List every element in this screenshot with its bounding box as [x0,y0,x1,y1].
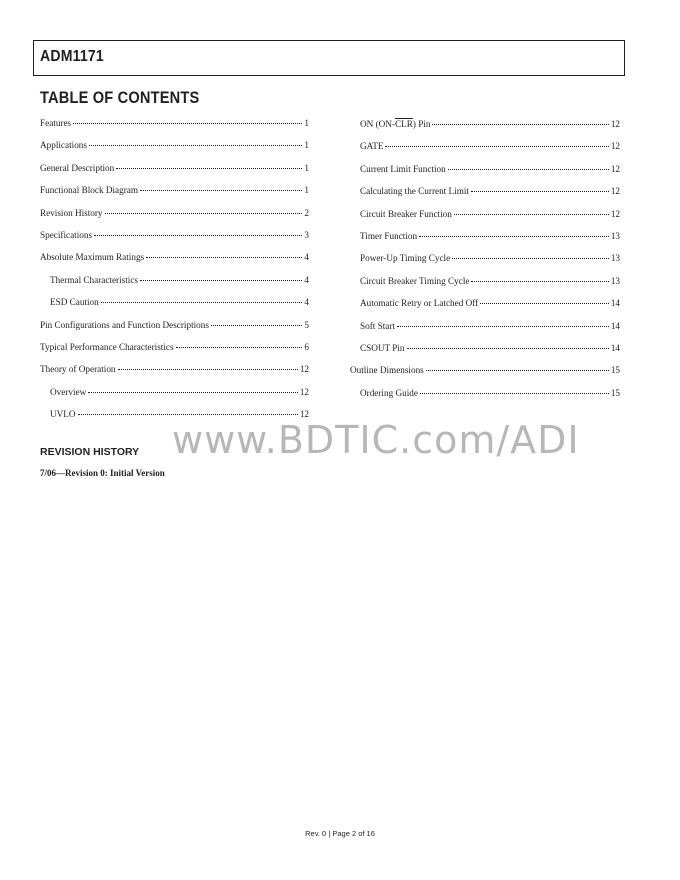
toc-entry[interactable] [360,228,620,240]
toc-entry[interactable] [40,361,309,373]
toc-leader-dots [471,271,608,282]
toc-entry-label: General Description [40,162,115,173]
toc-entry-label: Overview [50,386,87,397]
toc-leader-dots [140,270,302,281]
toc-entry[interactable] [50,384,309,396]
toc-entry[interactable] [40,227,309,239]
toc-leader-dots [88,382,298,393]
toc-entry-page: 12 [610,163,620,174]
toc-entry-page: 6 [304,342,309,352]
toc-leader-dots [94,225,302,236]
toc-entry-page: 13 [610,275,620,286]
toc-leader-dots [419,226,609,237]
toc-leader-dots [105,203,303,214]
toc-entry[interactable] [360,138,620,150]
toc-entry-page: 14 [610,298,620,309]
toc-entry-page: 4 [304,297,309,308]
toc-leader-dots [407,338,609,349]
toc-entry-label: Absolute Maximum Ratings [40,252,145,263]
revision-history-heading: REVISION HISTORY [40,446,140,458]
toc-entry[interactable] [50,272,309,284]
toc-leader-dots [397,316,609,327]
toc-entry[interactable] [40,137,309,149]
toc-entry-page: 13 [610,231,620,241]
toc-leader-dots [211,315,302,326]
toc-entry-page: 12 [299,364,309,375]
toc-leader-dots [420,383,609,394]
toc-entry-page: 14 [610,343,620,353]
toc-leader-dots [89,135,302,146]
toc-entry-label: GATE [360,141,384,152]
toc-entry-label: ESD Caution [50,297,99,308]
toc-entry[interactable] [360,161,620,173]
toc-entry-page: 12 [610,186,620,197]
toc-entry[interactable] [360,250,620,262]
toc-leader-dots [426,360,609,371]
watermark: www.BDTIC.com/ADI [172,418,580,462]
toc-entry-label: Current Limit Function [360,163,446,174]
toc-entry[interactable] [360,385,620,397]
toc-entry-page: 12 [610,119,620,129]
toc-entry-label: Power-Up Timing Cycle [360,253,451,264]
toc-entry-page: 4 [304,252,309,263]
revision-entry: 7/06—Revision 0: Initial Version [40,468,165,478]
toc-leader-dots [176,337,303,348]
toc-entry[interactable] [40,249,309,261]
toc-entry-label: Typical Performance Characteristics [40,342,174,352]
toc-entry-label: Thermal Characteristics [50,274,139,285]
toc-entry-page: 12 [299,386,309,397]
toc-leader-dots [385,136,608,147]
toc-leader-dots [448,159,609,170]
toc-leader-dots [118,359,298,370]
toc-entry-page: 15 [610,365,620,376]
toc-entry[interactable] [40,160,309,172]
toc-entry-label: CSOUT Pin [360,343,405,353]
toc-entry[interactable] [360,183,620,195]
toc-leader-dots [471,181,609,192]
toc-leader-dots [146,247,302,258]
toc-entry[interactable] [360,116,620,128]
toc-entry-label: Ordering Guide [360,387,418,398]
toc-entry[interactable] [50,294,309,306]
document-title: ADM1171 [40,48,104,65]
toc-entry[interactable] [360,273,620,285]
toc-entry[interactable] [40,115,309,127]
toc-entry[interactable] [350,362,620,374]
page-footer: Rev. 0 | Page 2 of 16 [305,829,375,838]
toc-entry-label: Pin Configurations and Function Descriptions [40,319,209,330]
toc-entry-page: 3 [304,230,309,240]
toc-entry[interactable] [50,406,309,418]
toc-entry-label: UVLO [50,409,76,420]
toc-entry-page: 4 [304,274,309,285]
toc-heading: TABLE OF CONTENTS [40,88,200,107]
toc-leader-dots [78,404,298,415]
toc-entry-label: Outline Dimensions [350,365,424,376]
toc-entry-label: Revision History [40,207,103,218]
toc-entry-label: Timer Function [360,231,418,241]
toc-entry-label: Specifications [40,230,93,240]
toc-entry-page: 13 [610,253,620,264]
toc-entry[interactable] [40,182,309,194]
toc-entry-label: Automatic Retry or Latched Off [360,298,479,309]
toc-entry-page: 1 [304,185,309,196]
toc-entry[interactable] [40,339,309,351]
toc-entry-label: Theory of Operation [40,364,116,375]
toc-entry[interactable] [360,318,620,330]
toc-entry-page: 2 [304,207,309,218]
toc-entry-page: 12 [610,141,620,152]
toc-entry-label: Applications [40,140,87,151]
toc-entry-label: ON $(ON-\overline{CLR})$ Pin [360,119,431,129]
toc-entry-page: 5 [304,319,309,330]
toc-entry-page: 14 [610,320,620,331]
toc-entry[interactable] [360,206,620,218]
toc-entry-label: Functional Block Diagram [40,185,138,196]
toc-entry[interactable] [360,295,620,307]
toc-entry-label: Circuit Breaker Timing Cycle [360,275,470,286]
header-box [33,40,625,76]
toc-leader-dots [101,292,303,303]
toc-leader-dots [454,204,609,215]
toc-leader-dots [116,158,302,169]
toc-entry-page: 12 [610,208,620,219]
toc-entry-label: Features [40,118,72,128]
toc-entry[interactable] [40,205,309,217]
toc-leader-dots [432,114,608,125]
toc-leader-dots [480,293,609,304]
toc-entry[interactable] [40,317,309,329]
toc-entry-label: Soft Start [360,320,395,331]
toc-leader-dots [452,248,609,259]
toc-entry-label: Calculating the Current Limit [360,186,469,197]
toc-entry[interactable] [360,340,620,352]
toc-leader-dots [140,180,302,191]
toc-entry-label: Circuit Breaker Function [360,208,452,219]
toc-entry-page: 1 [304,162,309,173]
toc-entry-page: 1 [304,118,309,128]
toc-entry-page: 1 [304,140,309,151]
toc-entry-page: 15 [610,387,620,398]
toc-leader-dots [73,113,302,124]
toc-entry-page: 12 [299,409,309,420]
